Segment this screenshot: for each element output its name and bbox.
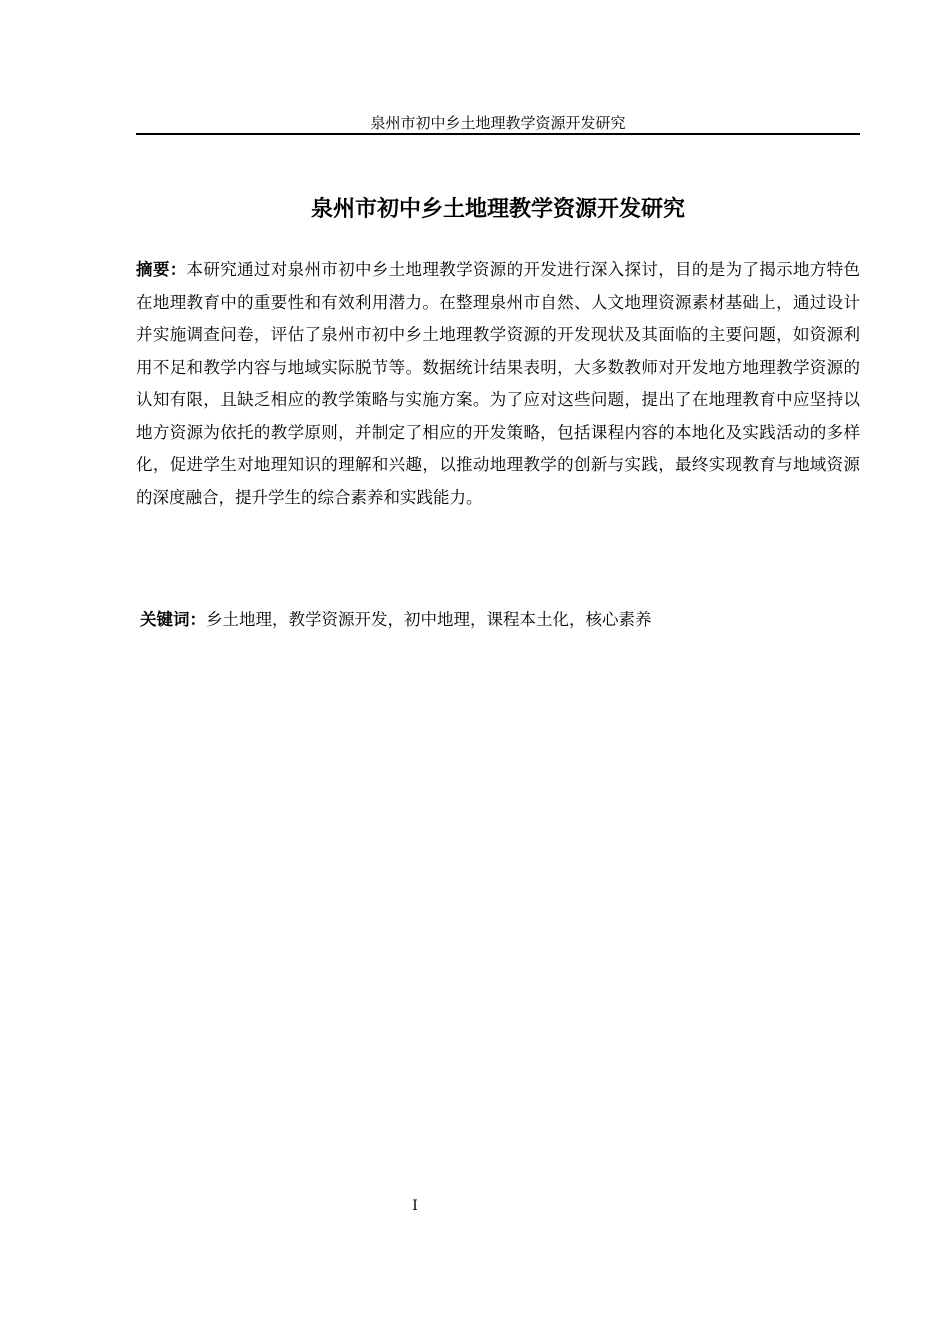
- keywords-text: 乡土地理，教学资源开发，初中地理，课程本土化，核心素养: [206, 610, 652, 629]
- header-rule: [136, 133, 860, 135]
- abstract-paragraph: [136, 254, 860, 514]
- abstract-text: 本研究通过对泉州市初中乡土地理教学资源的开发进行深入探讨，目的是为了揭示地方特色在地理教育中的重要性和有效利用潜力。在整理泉州市自然、人文地理资源素材基础上，通过设计并实施调查问卷，评估了泉州市初中乡土地理教学资源的开发现状及其面临的主要问题，如资源利用不足和教学内容与地域实际脱节等。数据统计结果表明，大多数教师对开发地方地理教学资源的认知有限，且缺乏相应的教学策略与实施方案。为了应对这些问题，提出了在地理教育中应坚持以地方资源为依托的教学原则，并制定了相应的开发策略，包括课程内容的本地化及实践活动的多样化，促进学生对地理知识的理解和兴趣，以推动地理教学的创新与实践，最终实现教育与地域资源的深度融合，提升学生的综合素养和实践能力。: [136, 260, 861, 507]
- abstract-label: 摘要：: [136, 260, 187, 279]
- page-number: I: [412, 1198, 418, 1214]
- keywords-line: [140, 604, 860, 636]
- document-title: 泉州市初中乡土地理教学资源开发研究: [310, 197, 685, 222]
- keywords-label: 关键词：: [140, 610, 206, 629]
- running-header: 泉州市初中乡土地理教学资源开发研究: [370, 114, 626, 132]
